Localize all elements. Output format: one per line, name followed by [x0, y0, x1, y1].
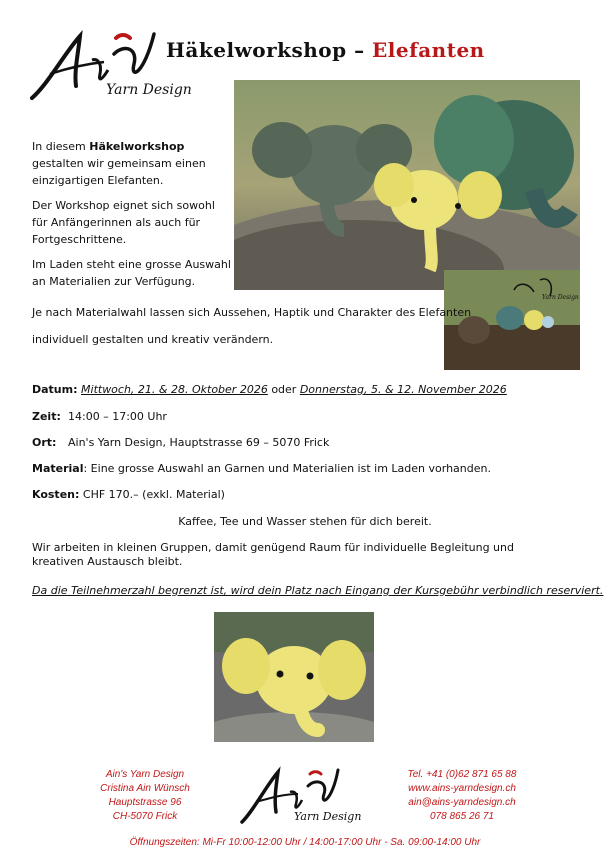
title-part2: Elefanten [372, 38, 485, 62]
detail-material: Material: Eine grosse Auswahl an Garnen und Materialien ist im Laden vorhanden. [32, 462, 491, 475]
intro-paragraph-4: Je nach Materialwahl lassen sich Aussehen, Haptik und Charakter des Elefanten individuell gestalten und kreativ verändern. [32, 306, 472, 346]
detail-time: Zeit: 14:00 – 17:00 Uhr [32, 410, 167, 423]
page-title [166, 38, 485, 62]
footer-logo-subtitle: Yarn Design [294, 810, 362, 823]
intro-paragraph-2: Der Workshop eignet sich sowohl für Anfängerinnen als auch für Fortgeschrittene. [32, 199, 215, 246]
footer-address: Ain's Yarn Design Cristina Ain Wünsch Hauptstrasse 96 CH-5070 Frick [100, 769, 190, 822]
intro-paragraph-3: Im Laden steht eine grosse Auswahl an Materialien zur Verfügung. [32, 258, 231, 288]
email-link[interactable]: ain@ains-yarndesign.ch [408, 797, 516, 808]
photo-logo-text: Yarn Design [542, 294, 579, 301]
main-photo [234, 80, 580, 290]
opening-hours: Öffnungszeiten: Mi-Fr 10:00-12:00 Uhr / 14:00-17:00 Uhr - Sa. 09:00-14:00 Uhr [129, 837, 481, 848]
footer-contact: Tel. +41 (0)62 871 65 88 www.ains-yarndesign.ch ain@ains-yarndesign.ch 078 865 26 71 [392, 768, 532, 824]
reservation-notice: Da die Teilnehmerzahl begrenzt ist, wird dein Platz nach Eingang der Kursgebühr verbindlich reserviert. [32, 584, 604, 597]
groups-note: Wir arbeiten in kleinen Gruppen, damit genügend Raum für individuelle Begleitung und kreativen Austausch bleibt. [32, 541, 514, 568]
header-logo [28, 24, 192, 104]
detail-location: Ort: Ain's Yarn Design, Hauptstrasse 69 – 5070 Frick [32, 436, 330, 449]
footer-logo [238, 764, 364, 826]
drinks-note: Kaffee, Tee und Wasser stehen für dich bereit. [178, 515, 432, 528]
detail-date: Datum: Mittwoch, 21. & 28. Oktober 2026 oder Donnerstag, 5. & 12. November 2026 [32, 383, 507, 396]
intro-text [32, 138, 232, 290]
title-part1: Häkelworkshop – [166, 38, 373, 62]
detail-cost: Kosten: CHF 170.– (exkl. Material) [32, 488, 225, 501]
website-link[interactable]: www.ains-yarndesign.ch [408, 783, 516, 794]
intro-paragraph-1: In diesem Häkelworkshop gestalten wir gemeinsam einen einzigartigen Elefanten. [32, 140, 206, 187]
yellow-elephant-photo [214, 612, 374, 742]
logo-subtitle: Yarn Design [106, 82, 192, 98]
